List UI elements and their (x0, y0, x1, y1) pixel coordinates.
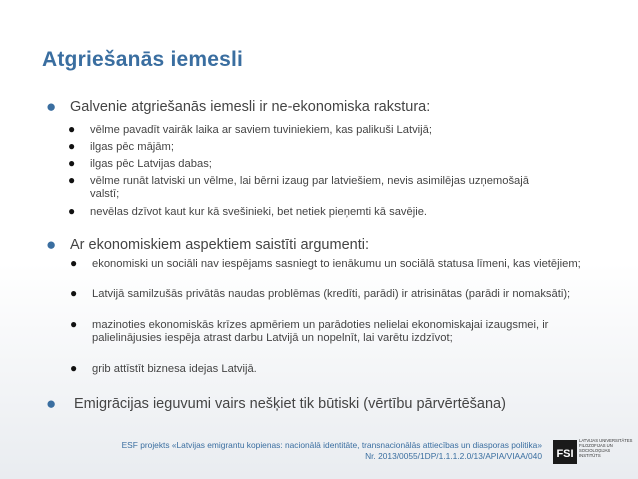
bullet-icon: ● (46, 235, 57, 254)
bullet-icon: ● (68, 139, 76, 153)
bullet-icon: ● (68, 156, 76, 170)
bullet-icon: ● (68, 122, 76, 136)
footer (72, 440, 542, 462)
bullet-icon: ● (68, 204, 76, 218)
bullet-icon: ● (70, 256, 78, 270)
svg-text:FSI: FSI (556, 448, 574, 460)
footer-line-2: Nr. 2013/0055/1DP/1.1.1.2.0/13/APIA/VIAA/040 (365, 451, 542, 461)
logo-text: LATVIJAS UNIVERSITĀTES FILOZOFIJAS UN SOCIOLOĢIJAS INSTITŪTS (579, 438, 633, 458)
slide-title: Atgriešanās iemesli (42, 48, 244, 71)
bullet-icon: ● (68, 173, 76, 187)
bullet-icon: ● (70, 317, 78, 331)
bullet-icon: ● (70, 361, 78, 375)
bullet-icon: ● (46, 394, 57, 413)
bullet-icon: ● (46, 97, 57, 116)
bullet-icon: ● (70, 286, 78, 300)
footer-line-1: ESF projekts «Latvijas emigrantu kopienas: nacionālā identitāte, transnacionālās attiecības un diasporas politika» (121, 440, 542, 450)
